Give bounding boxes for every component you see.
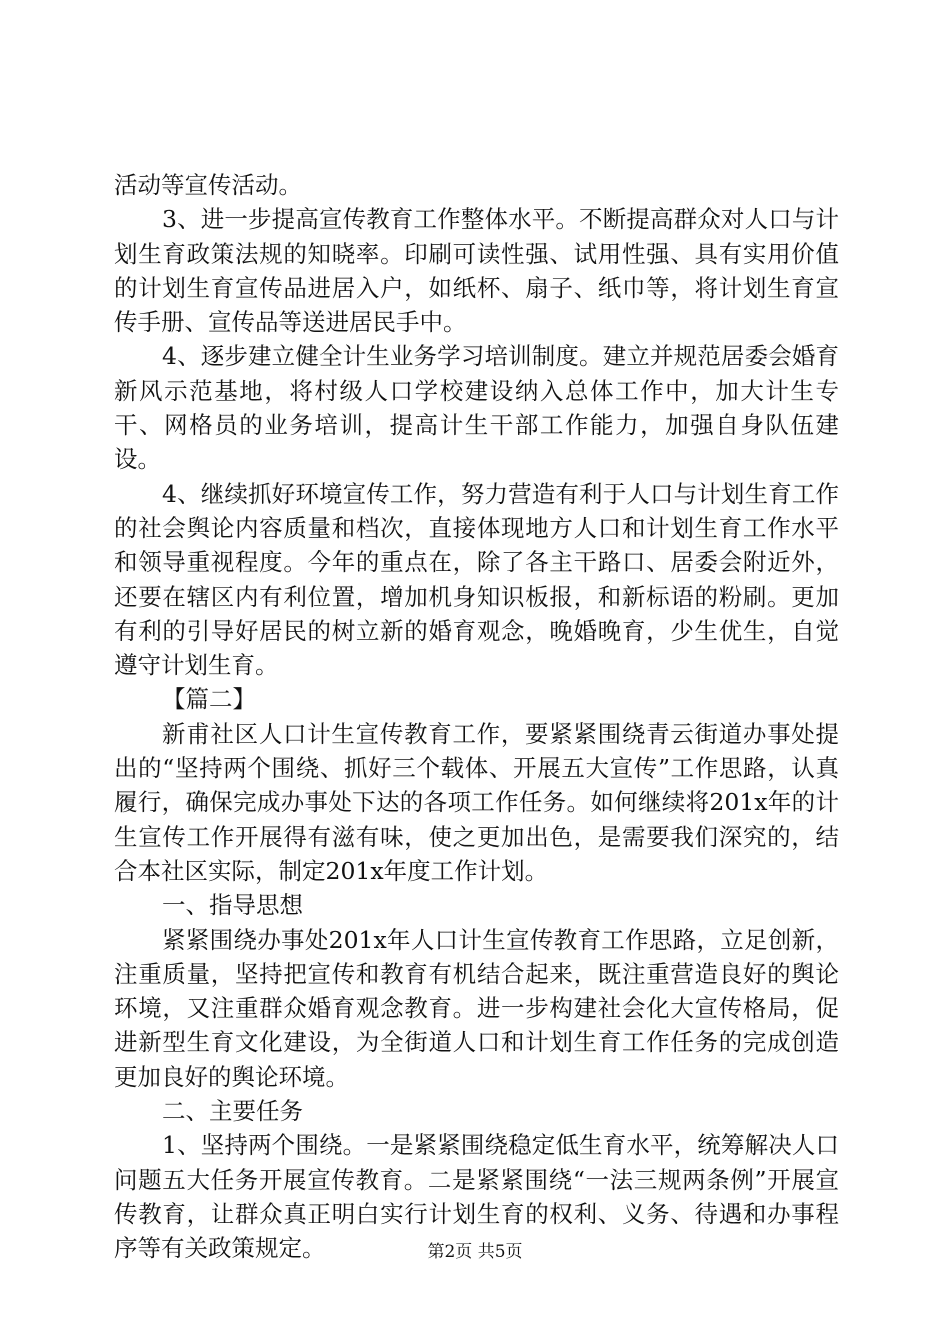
- section-heading-part-two: 【篇二】: [162, 685, 256, 714]
- paragraph-guiding-thought: 紧紧围绕办事处201x年人口计生宣传教育工作思路，立足创新，注重质量，坚持把宣传和教育有机结合起来，既注重营造良好的舆论环境，又注重群众婚育观念教育。进一步构建社会化大宣传格局，促进新型生育文化建设，为全街道人口和计划生育工作任务的完成创造更加良好的舆论环境。: [114, 925, 839, 1091]
- paragraph-item-3: 3、进一步提高宣传教育工作整体水平。不断提高群众对人口与计划生育政策法规的知晓率。印刷可读性强、试用性强、具有实用价值的计划生育宣传品进居入户，如纸杯、扇子、纸巾等，将计划生育宣传手册、宣传品等送进居民手中。: [114, 205, 839, 337]
- heading-guiding-thought: 一、指导思想: [162, 891, 303, 920]
- paragraph-item-4-training: 4、逐步建立健全计生业务学习培训制度。建立并规范居委会婚育新风示范基地，将村级人口学校建设纳入总体工作中，加大计生专干、网格员的业务培训，提高计生干部工作能力，加强自身队伍建设。: [114, 342, 839, 474]
- paragraph-item-4-environment: 4、继续抓好环境宣传工作，努力营造有利于人口与计划生育工作的社会舆论内容质量和档次，直接体现地方人口和计划生育工作水平和领导重视程度。今年的重点在，除了各主干路口、居委会附近外，还要在辖区内有利位置，增加机身知识板报，和新标语的粉刷。更加有利的引导好居民的树立新的婚育观念，晚婚晚育，少生优生，自觉遵守计划生育。: [114, 479, 839, 680]
- page-number-label: 第2页 共5页: [427, 1242, 523, 1262]
- paragraph-main-task-1: 1、坚持两个围绕。一是紧紧围绕稳定低生育水平，统筹解决人口问题五大任务开展宣传教育。二是紧紧围绕“一法三规两条例”开展宣传教育，让群众真正明白实行计划生育的权利、义务、待遇和办事程序等有关政策规定。: [114, 1131, 839, 1263]
- document-body: [114, 168, 839, 1266]
- paragraph-intro: 新甫社区人口计生宣传教育工作，要紧紧围绕青云街道办事处提出的“坚持两个围绕、抓好三个载体、开展五大宣传”工作思路，认真履行，确保完成办事处下达的各项工作任务。如何继续将201x年的计生宣传工作开展得有滋有味，使之更加出色，是需要我们深究的，结合本社区实际，制定201x年度工作计划。: [114, 719, 839, 885]
- page-footer: [0, 1242, 950, 1262]
- paragraph-continuation: 活动等宣传活动。: [114, 171, 302, 199]
- heading-main-tasks: 二、主要任务: [162, 1097, 303, 1126]
